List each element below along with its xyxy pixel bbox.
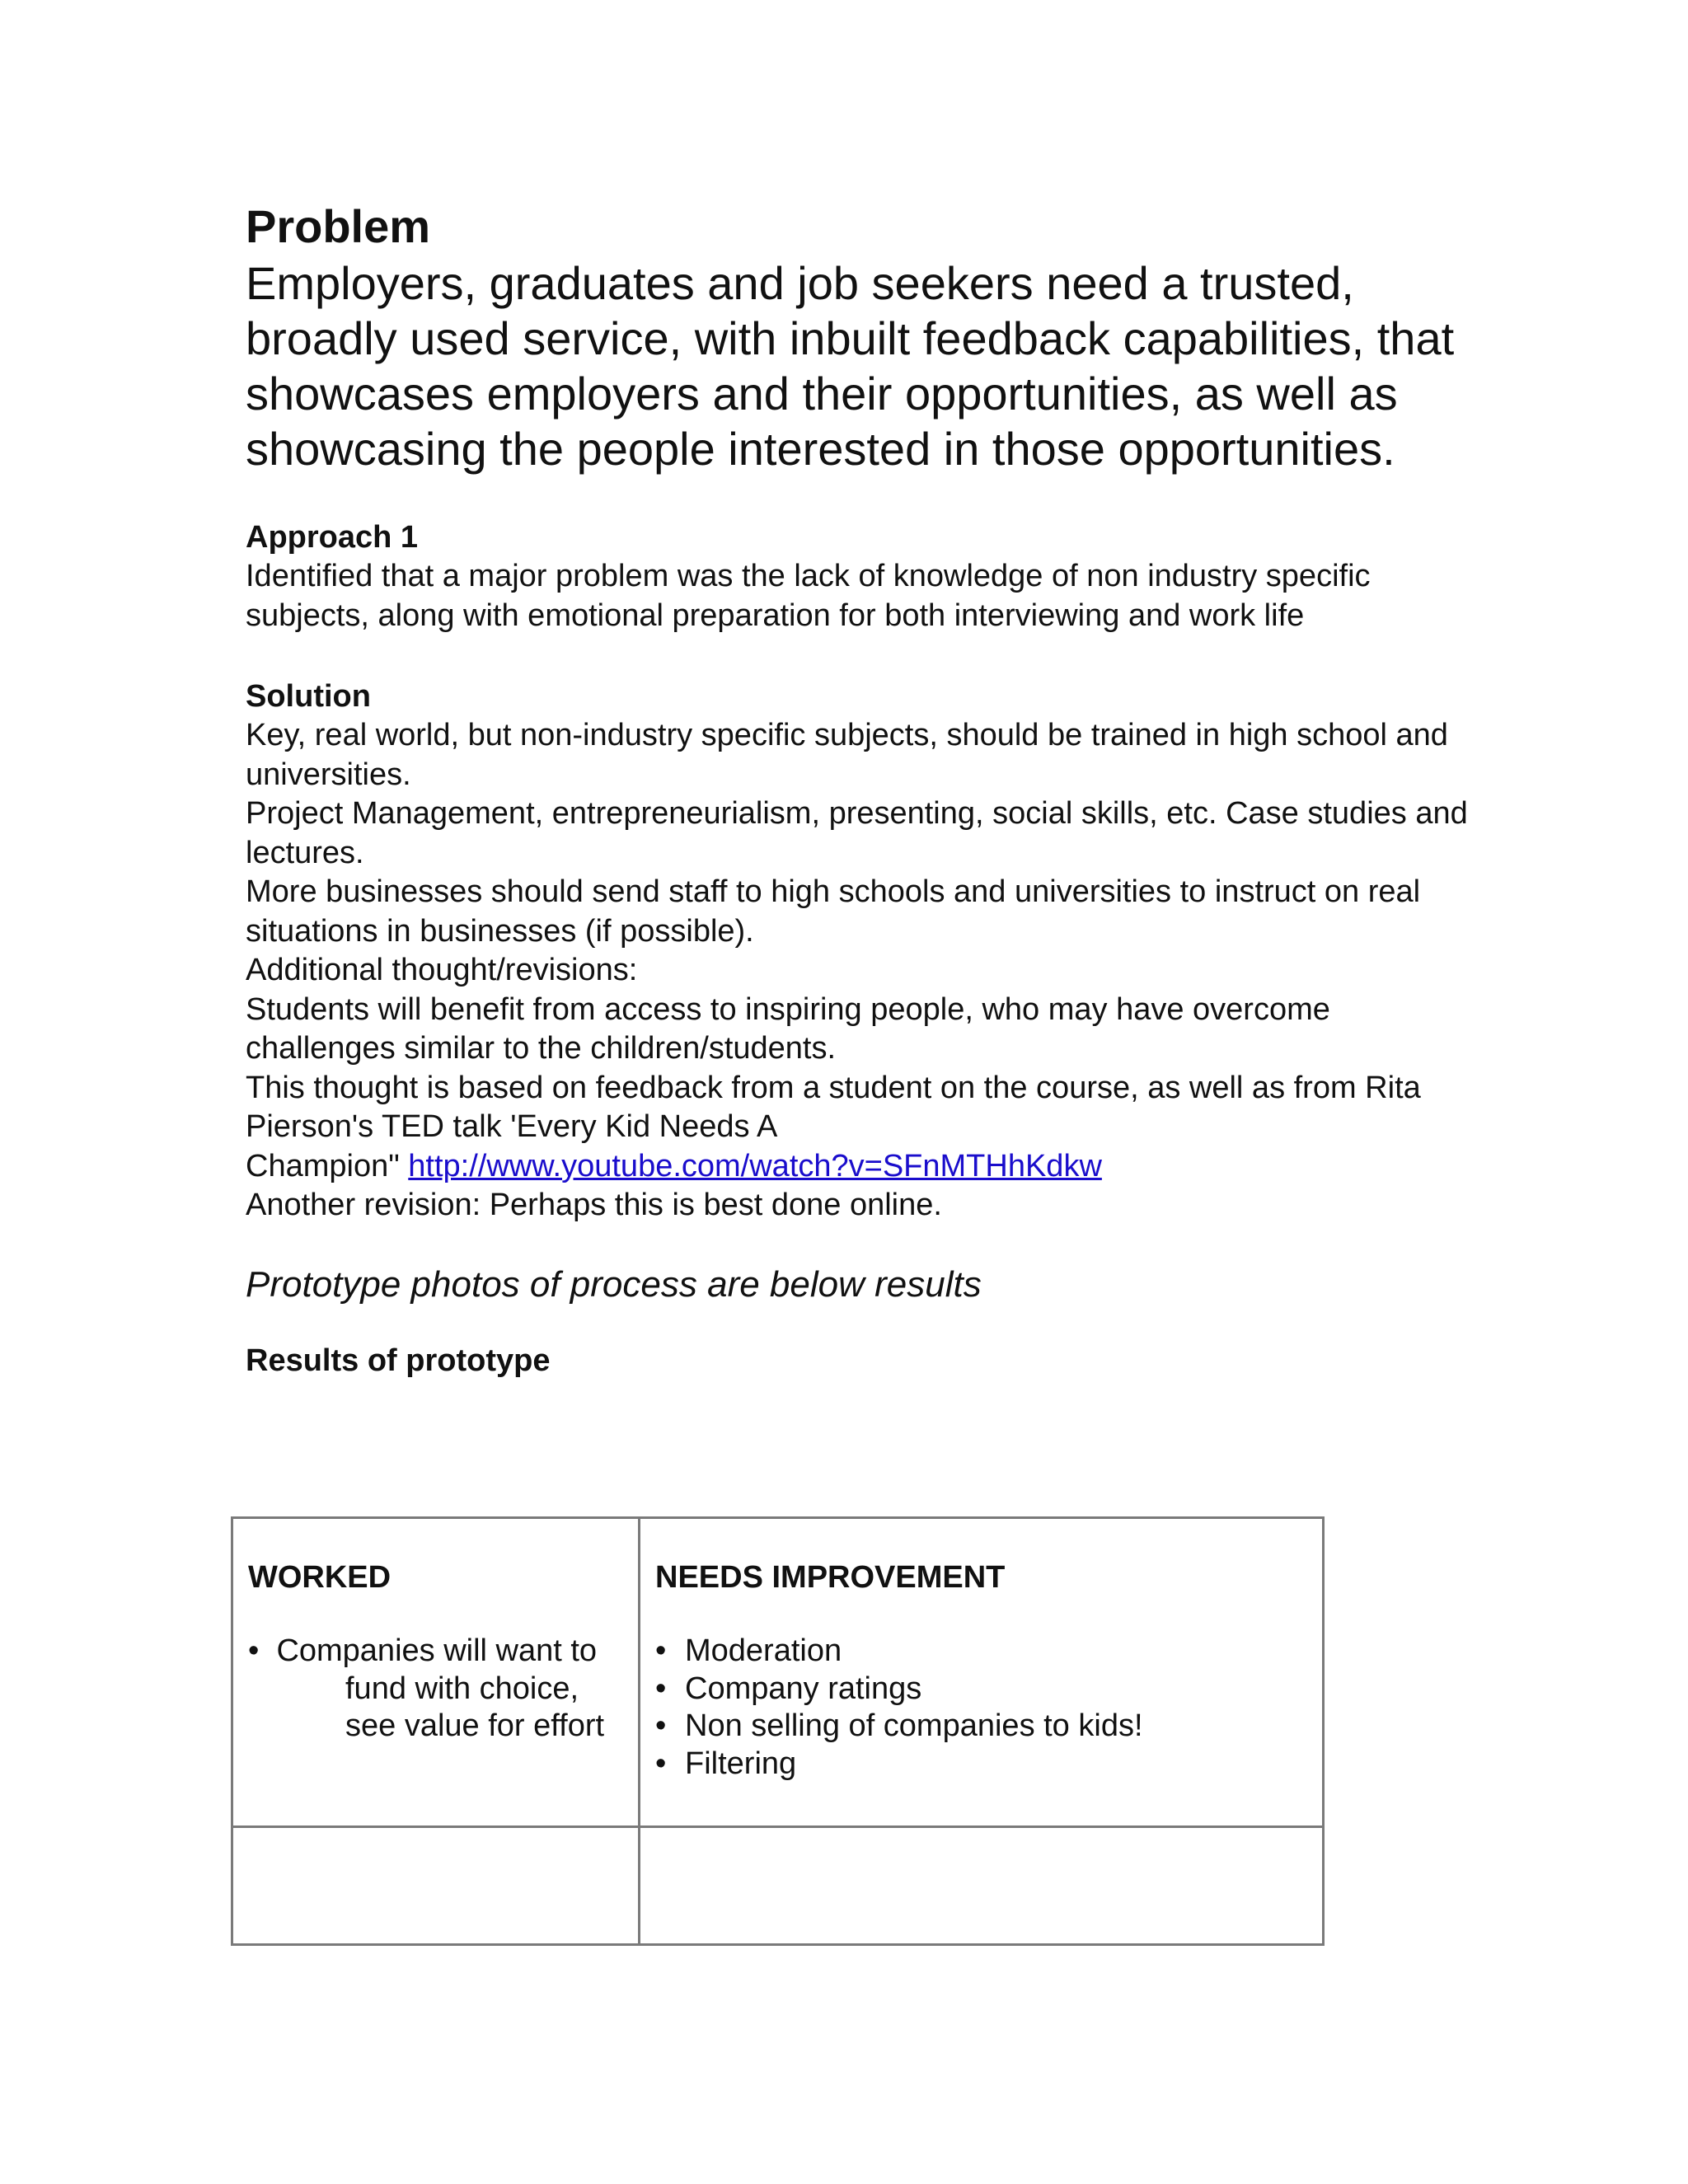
needs-improvement-cell [640,1518,1324,1827]
worked-item [248,1633,625,1746]
approach-heading: Approach 1 [246,520,419,555]
list-item: • Company ratings [655,1671,1309,1708]
solution-line: Students will benefit from access to inspiring people, who may have overcome challenges similar to the children/students. [246,991,1330,1066]
solution-last-line: Another revision: Perhaps this is best done online. [246,1188,942,1222]
worked-line: fund with choice, [345,1671,579,1706]
bullet-icon: • [655,1633,667,1668]
solution-line: This thought is based on feedback from a student on the course, as well as from Rita Pierson's TED talk 'Every Kid Needs A [246,1070,1421,1144]
solution-line: More businesses should send staff to high schools and universities to instruct on real situations in businesses (if possible). [246,874,1421,949]
needs-improvement-title: NEEDS IMPROVEMENT [655,1560,1006,1595]
solution-line: Additional thought/revisions: [246,953,638,987]
table-row [232,1518,1324,1827]
empty-cell [640,1827,1324,1945]
list-item: • Filtering [655,1746,1309,1783]
problem-statement: Employers, graduates and job seekers need a trusted, broadly used service, with inbuilt feedback capabilities, that showcases employers and their opportunities, as well as showcasing the people interested in those opportunities. [246,257,1455,475]
bullet-icon: • [655,1671,667,1706]
solution-line: Project Management, entrepreneurialism, presenting, social skills, etc. Case studies and lectures. [246,796,1468,870]
champion-prefix: Champion" [246,1148,400,1183]
worked-line: Companies will want to [276,1633,598,1668]
worked-cell [232,1518,640,1827]
prototype-note: Prototype photos of process are below results [246,1263,982,1305]
document-content [246,198,1482,1380]
empty-cell [232,1827,640,1945]
bullet-icon: • [655,1708,667,1743]
list-item: • Moderation [655,1633,1309,1671]
needs-improvement-list [655,1633,1309,1783]
solution-heading: Solution [246,679,371,714]
list-item: • Non selling of companies to kids! [655,1708,1309,1746]
results-table [231,1516,1325,1946]
champion-line [246,1147,1482,1187]
problem-heading: Problem [246,200,431,252]
solution-line: Key, real world, but non-industry specific subjects, should be trained in high school and universities. [246,718,1448,792]
table-row [232,1827,1324,1945]
youtube-link[interactable]: http://www.youtube.com/watch?v=SFnMTHhKdkw [408,1148,1102,1183]
bullet-icon: • [655,1746,667,1781]
bullet-icon: • [248,1633,260,1668]
results-heading: Results of prototype [246,1343,551,1378]
worked-line: see value for effort [345,1708,605,1743]
worked-title: WORKED [248,1560,392,1595]
approach-text: Identified that a major problem was the lack of knowledge of non industry specific subjects, along with emotional preparation for both interviewing and work life [246,559,1371,633]
